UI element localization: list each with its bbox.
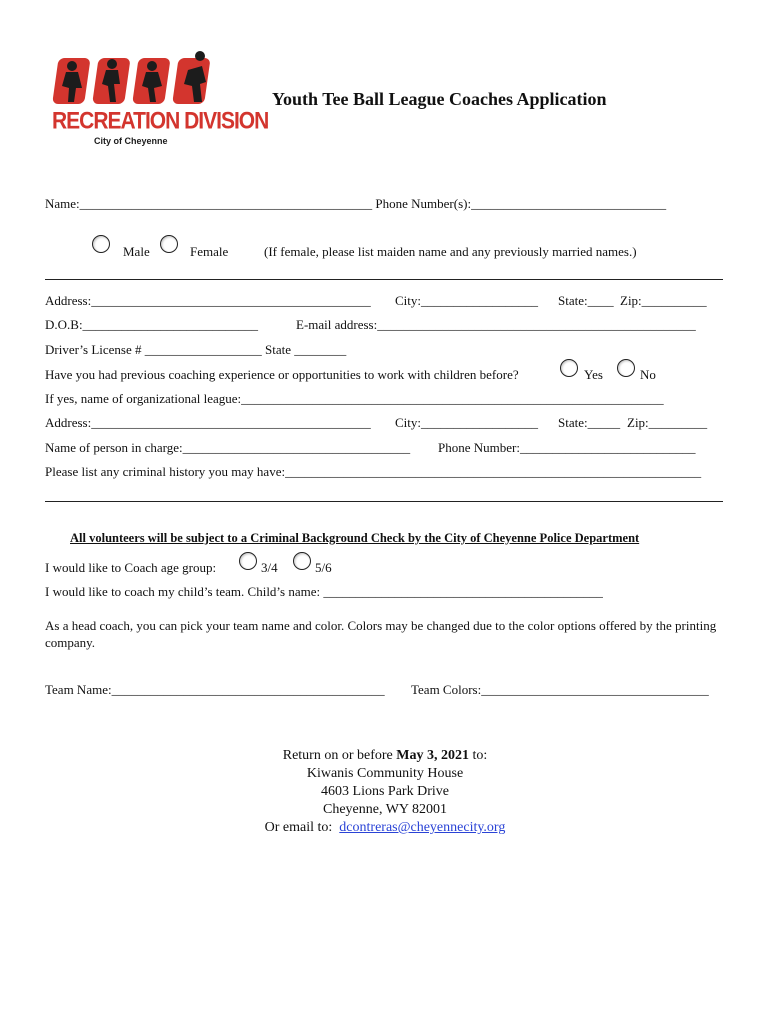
league-state-field[interactable]: State:_____ (558, 415, 621, 430)
team-colors-field[interactable]: Team Colors:___________________________________ (411, 682, 709, 697)
logo-subtitle: City of Cheyenne (94, 136, 168, 146)
name-phone-field[interactable]: Name:_____________________________________________ Phone Number(s):______________________________ (45, 196, 667, 211)
age-34-label: 3/4 (261, 560, 278, 575)
return-suffix: to: (468, 748, 488, 763)
address-field[interactable]: Address:___________________________________________ (45, 293, 371, 308)
age-group-label: I would like to Coach age group: (45, 560, 217, 575)
age-34-radio[interactable] (239, 552, 257, 570)
yes-radio[interactable] (560, 359, 578, 377)
criminal-history-field[interactable]: Please list any criminal history you may have:________________________________________________________________ (45, 464, 702, 479)
license-row (45, 342, 725, 358)
head-coach-info: As a head coach, you can pick your team name and color. Colors may be changed due to the color options offered by the printing company. (45, 618, 717, 650)
return-street: 4603 Lions Park Drive (321, 784, 449, 799)
name-phone-row (45, 196, 725, 212)
league-city-field[interactable]: City:__________________ (395, 415, 539, 430)
page-title: Youth Tee Ball League Coaches Application (272, 89, 607, 109)
drivers-license-field[interactable]: Driver’s License # __________________ State ________ (45, 342, 347, 357)
dob-field[interactable]: D.O.B:___________________________ (45, 317, 259, 332)
female-radio[interactable] (160, 235, 178, 253)
age-56-radio[interactable] (293, 552, 311, 570)
child-name-field[interactable]: I would like to coach my child’s team. Child’s name: ___________________________________________ (45, 584, 603, 599)
person-phone-field[interactable]: Phone Number:___________________________ (438, 440, 696, 455)
dob-email-row (45, 317, 725, 333)
age-56-label: 5/6 (315, 560, 332, 575)
age-group-row (45, 560, 725, 576)
criminal-history-line[interactable] (45, 501, 723, 502)
email-link[interactable]: dcontreras@cheyennecity.org (339, 820, 506, 835)
coaching-question: Have you had previous coaching experience or opportunities to work with children before? (45, 367, 519, 382)
logo-title: RECREATION DIVISION (52, 108, 269, 135)
league-field[interactable]: If yes, name of organizational league:_________________________________________________________________ (45, 391, 664, 406)
criminal-history-row (45, 464, 725, 480)
team-row (45, 682, 725, 698)
league-address-row (45, 415, 725, 431)
return-city: Cheyenne, WY 82001 (322, 802, 448, 817)
league-zip-field[interactable]: Zip:_________ (627, 415, 708, 430)
male-label: Male (123, 244, 150, 259)
child-team-row (45, 584, 725, 600)
female-note: (If female, please list maiden name and any previously married names.) (264, 244, 637, 259)
email-prefix: Or email to: (264, 820, 340, 835)
return-email-line (0, 819, 770, 837)
background-check-notice: All volunteers will be subject to a Criminal Background Check by the City of Cheyenne Police Department (70, 531, 640, 545)
male-radio[interactable] (92, 235, 110, 253)
return-line (0, 747, 770, 765)
return-date: May 3, 2021 (396, 748, 469, 763)
maiden-name-line[interactable] (45, 279, 723, 280)
league-row (45, 391, 725, 407)
return-location: Kiwanis Community House (306, 766, 464, 781)
recreation-division-logo (50, 48, 269, 148)
yes-label: Yes (584, 367, 603, 382)
gender-group (92, 235, 110, 257)
no-radio[interactable] (617, 359, 635, 377)
no-label: No (640, 367, 656, 382)
return-prefix: Return on or before (282, 748, 397, 763)
female-label: Female (190, 244, 229, 259)
team-name-field[interactable]: Team Name:__________________________________________ (45, 682, 385, 697)
league-address-field[interactable]: Address:___________________________________________ (45, 415, 371, 430)
city-field[interactable]: City:__________________ (395, 293, 539, 308)
email-field[interactable]: E-mail address:_________________________________________________ (296, 317, 696, 332)
zip-field[interactable]: Zip:__________ (620, 293, 707, 308)
person-in-charge-row (45, 440, 725, 456)
state-field[interactable]: State:____ (558, 293, 614, 308)
person-in-charge-field[interactable]: Name of person in charge:___________________________________ (45, 440, 411, 455)
address-row (45, 293, 725, 309)
